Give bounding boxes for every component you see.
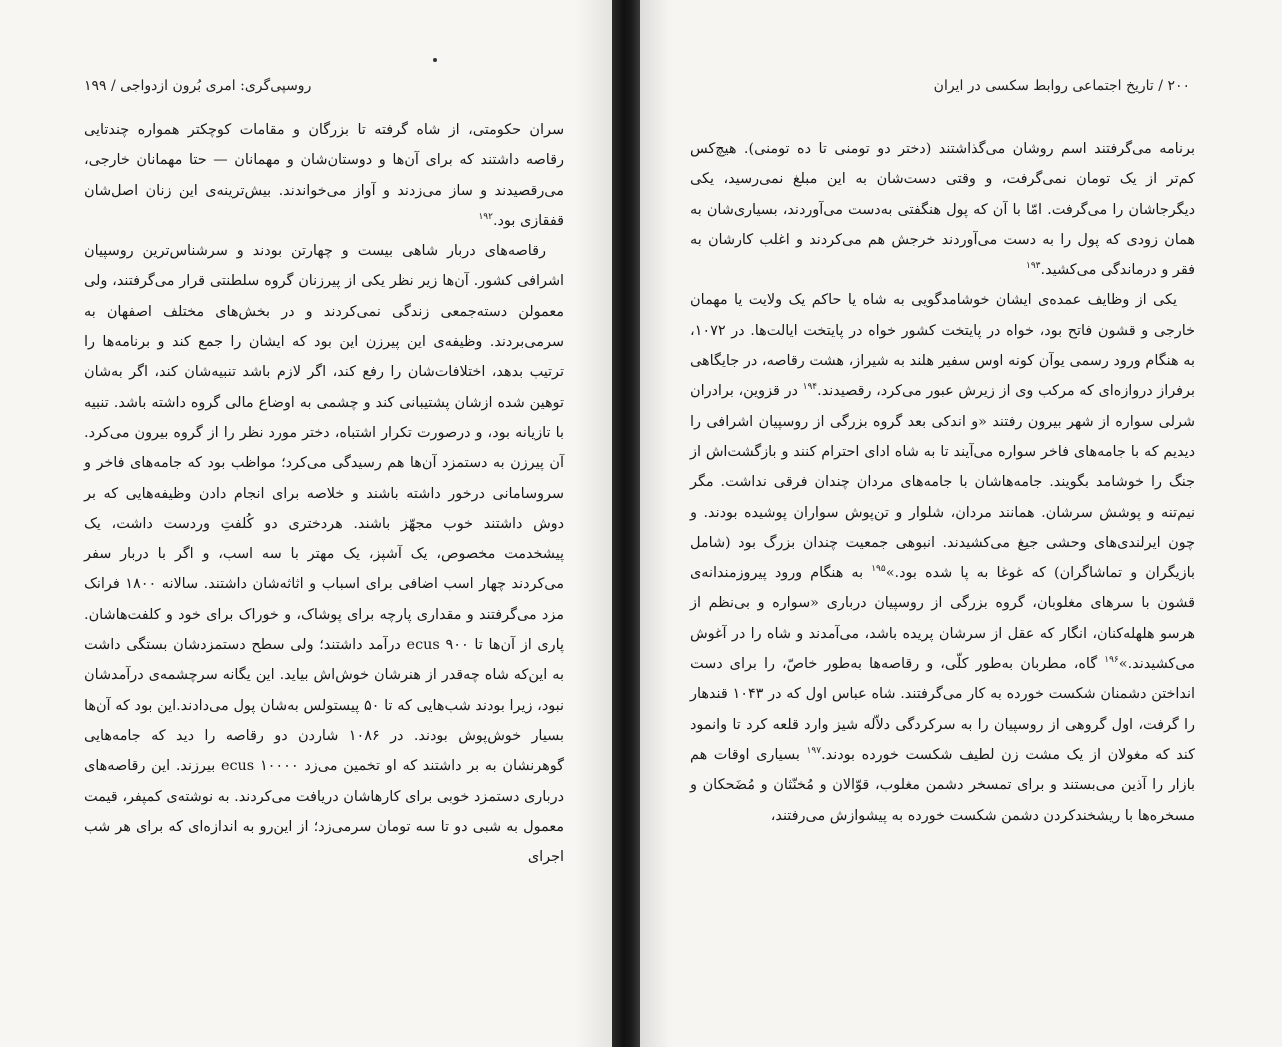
page-mark	[433, 58, 437, 62]
right-paragraph-2	[690, 285, 1195, 830]
footnote-ref: ۱۹۶	[1104, 655, 1119, 666]
left-paragraph-1-text: سران حکومتی، از شاه گرفته تا بزرگان و مقامات کوچکتر همواره چندتایی رقاصه داشتند که برای آن‌ها و دوستان‌شان و مهمانان — حتا مهمانان خارجی، می‌رقصیدند و ساز می‌زدند و آواز می‌خواندند. بیش‌ترینه‌ی این زنان اصل‌شان قفقازی بود.	[84, 122, 564, 229]
gutter-shadow-right	[640, 0, 670, 1047]
left-body-text	[84, 115, 564, 872]
footnote-ref: ۱۹۳	[1025, 261, 1041, 272]
left-running-head: روسپی‌گری: امری بُرون ازدواجی / ۱۹۹	[84, 78, 312, 94]
left-paragraph-2-text: رقاصه‌های دربار شاهی بیست و چهارتن بودند و سرشناس‌ترین روسپیان اشرافی کشور. آن‌ها زیر نظر یکی از پیرزنان گروه سلطنتی قرار می‌گرفتند، ولی معمولن دسته‌جمعی زندگی نمی‌کردند و در بخش‌های مختلف اصفهان به سرمی‌بردند. وظیفه‌ی این پیرزن این بود که ایشان را جمع کند و برنامه‌ها را ترتیب بدهد، اختلافات‌شان را رفع کند، اگر لازم باشد تنبیه‌شان کند، اگر به‌شان توهین شده ازشان پشتیبانی کند و چشمی به اوضاع مالی گروه داشته باشد. تنبیه با تازیانه بود، و درصورت تکرار اشتباه، دختر مورد نظر را از گروه بیرون می‌کرد. آن پیرزن به دستمزد آن‌ها هم رسیدگی می‌کرد؛ مواظب بود که جامه‌های فاخر و سروسامانی درخور داشته باشند و خلاصه برای انجام دادن وظیفه‌هایی که بر دوش داشتند خوب مجهّز باشند. هردختری دو کُلفتِ وردست داشت، یک پیشخدمت مخصوص، یک آشپز، یک مهتر با سه اسب، و اگر با دربار سفر می‌کردند چهار اسب اضافی برای اسباب و اثاثه‌شان داشتند. سالانه ۱۸۰۰ فرانک مزد می‌گرفتند و مقداری پارچه برای پوشاک، و خوراک برای خود و کلفت‌هاشان. پاری از آن‌ها تا ۹۰۰ ecus درآمد داشتند؛ ولی سطح دستمزدشان بستگی داشت به این‌که شاه چه‌قدر از هنرشان خوش‌اش بیاید. این یگانه سرچشمه‌ی درآمدشان نبود، زیرا بودند شب‌هایی که تا ۵۰ پیستولس به‌شان پول می‌دادند.این بود که آن‌ها بسیار خوش‌پوش بودند. در ۱۰۸۶ شاردن دو رقاصه را دید که جامه‌هایی گوهرنشان به بر داشتند که او تخمین می‌زد ۱۰۰۰۰ ecus بیرزند. این رقاصه‌های درباری دستمزد خوبی برای کارهاشان دریافت می‌کردند. به نوشته‌ی کمپفر، قیمت معمول به شبی دو تا سه تومان سرمی‌زد؛ از این‌رو به اندازه‌ای که برای هر شب اجرای	[84, 243, 565, 866]
right-paragraph-2-text: یکی از وظایف عمده‌ی ایشان خوشامدگویی به شاه یا حاکم یک ولایت یا مهمان خارجی و قشون فاتح بود، خواه در پایتخت کشور خواه در پایتخت ایالت‌ها. در ۱۰۷۲، به هنگام ورود رسمی یوآن کونه اوس سفیر هلند به شیراز، هشت رقاصه، در جایگاهی برفراز دروازه‌ای که مرکب وی از زیرش عبور می‌کرد، رقصیدند.	[690, 292, 1195, 400]
left-paragraph-2	[84, 236, 564, 872]
right-running-head: ۲۰۰ / تاریخ اجتماعی روابط سکسی در ایران	[933, 78, 1190, 94]
footnote-ref: ۱۹۴	[802, 382, 818, 393]
footnote-ref: ۱۹۷	[806, 746, 822, 757]
left-page	[0, 0, 612, 1047]
footnote-ref: ۱۹۵	[871, 564, 886, 575]
right-paragraph-1	[690, 134, 1195, 285]
book-gutter	[612, 0, 640, 1047]
right-body-text	[690, 134, 1195, 831]
gutter-shadow-left	[575, 0, 612, 1047]
right-paragraph-2-tail-b: به هنگام ورود پیروزمندانه‌ی قشون با سرهای مغلوبان، گروه بزرگی از روسپیان درباری «سواره و بی‌نظم از هرسو هلهله‌کنان، انگار که عقل از سرشان پریده باشد، می‌آمدند و شاه را در آغوش می‌کشیدند.»	[690, 565, 1195, 673]
right-paragraph-1-text: برنامه می‌گرفتند اسم روشان می‌گذاشتند (دختر دو تومنی تا ده تومنی). هیچ‌کس کم‌تر از یک تومان نمی‌گرفت، و وقتی دست‌شان به این مبلغ نمی‌رسید، یکی دیگرجاشان را می‌گرفت. امّا با آن که پول هنگفتی به‌دست می‌آوردند، بسیاری‌شان به همان زودی که پول را به دست می‌آوردند خرجش هم می‌کردند و اغلب کارشان به فقر و درماندگی می‌کشید.	[690, 141, 1195, 279]
right-paragraph-2-tail-c: گاه، مطربان به‌طور کلّی، و رقاصه‌ها به‌طور خاصّ، را برای دست انداختن دشمنان شکست خورده به کار می‌گرفتند. شاه عباس اول که در ۱۰۴۳ قندهار را گرفت، اول گروهی از روسپیان را به سرکردگی دلاّله شیز وارد قلعه کرد تا وانمود کند که مغولان از یک مشت زن لطیف شکست خورده بودند.	[690, 656, 1195, 763]
right-paragraph-2-tail-d: بسیاری اوقات هم بازار را آذین می‌بستند و برای تمسخر دشمن مغلوب، قوّالان و مُخنّثان و مُضَحکان و مسخره‌ها با ریشخندکردن دشمن شکست خورده به پیشوازش می‌رفتند،	[690, 746, 1195, 824]
left-paragraph-1	[84, 115, 564, 236]
right-paragraph-2-tail: در قزوین، برادران شرلی سواره از شهر بیرون رفتند «و اندکی بعد گروه بزرگی از روسپیان اشرافی را دیدیم که با جامه‌های فاخر سواره می‌آیند تا به شاه ادای احترام کنند و بازگشت‌اش از جنگ را خوشامد بگویند. جامه‌هاشان با جامه‌های مردان چندان فرقی نداشت. مگر نیم‌تنه و پوشش سرشان. همانند مردان، شلوار و تن‌پوش سواران پوشیده بودند. و چون ایرلندی‌های وحشی جیغ می‌کشیدند. انبوهی جمعیت چندان بزرگ بود (شامل بازیگران و تماشاگران) که غوغا به پا شده بود.»	[690, 383, 1195, 582]
right-page	[640, 0, 1282, 1047]
footnote-ref: ۱۹۲	[478, 212, 493, 223]
